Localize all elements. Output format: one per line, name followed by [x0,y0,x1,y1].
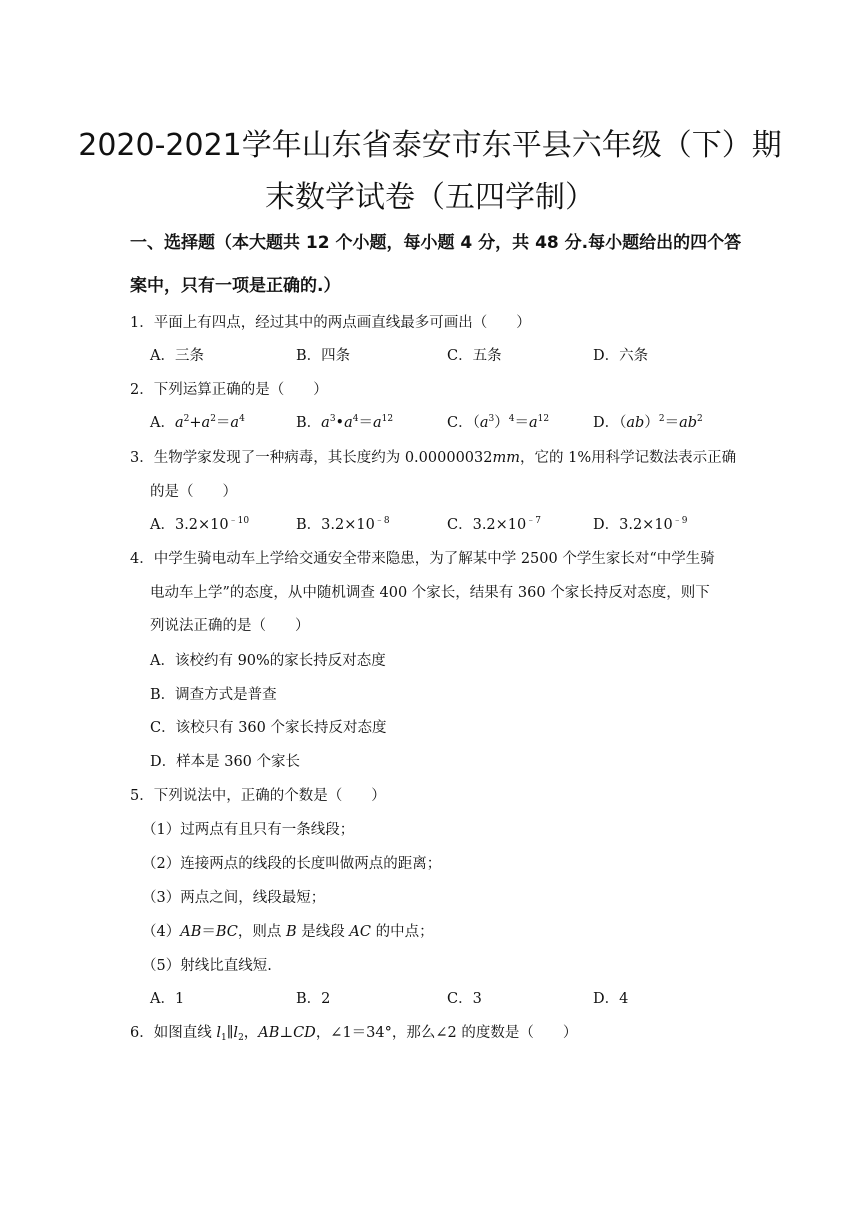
question-3-stem-line1: 3．生物学家发现了一种病毒，其长度约为 0.00000032mm，它的 1%用科学记数法表示正确 [130,450,737,466]
q5-option-d: D．4 [593,991,629,1007]
q3-option-c: C．$3.2\times 10^{﹣7}$ [447,516,541,533]
q5-statement-4: （4）AB＝BC，则点 B 是线段 AC 的中点； [142,924,434,940]
q3-option-b: B．$3.2\times 10^{﹣8}$ [296,516,390,533]
question-6-stem: 6．如图直线 $l_1\parallel l_2$，AB⊥CD，∠1＝34°，那么∠2 的度数是（ ） [130,1025,578,1043]
q5-statement-1: （1）过两点有且只有一条线段； [142,822,355,838]
q5-option-c: C．3 [447,991,482,1007]
q1-option-d: D．六条 [593,348,649,364]
q4-option-a: A．该校约有 90%的家长持反对态度 [150,653,386,669]
q4-option-d: D．样本是 360 个家长 [150,754,301,770]
q3-option-a: A．$3.2\times 10^{﹣10}$ [150,516,250,533]
question-3-stem-line2: 的是（ ） [150,484,237,500]
question-1-stem: 1．平面上有四点，经过其中的两点画直线最多可画出（ ） [130,315,531,331]
question-2-stem: 2．下列运算正确的是（ ） [130,382,328,398]
q4-option-c: C．该校只有 360 个家长持反对态度 [150,720,387,736]
q2-option-c: C．$(a^3)^4=a^{12}$ [447,414,550,431]
question-4-stem-line2: 电动车上学”的态度，从中随机调查 400 个家长，结果有 360 个家长持反对态度，则下 [150,585,710,601]
question-5-stem: 5．下列说法中，正确的个数是（ ） [130,788,386,804]
q5-option-a: A．1 [150,991,185,1007]
q3-option-d: D．$3.2\times 10^{﹣9}$ [593,516,688,533]
q1-option-b: B．四条 [296,348,351,364]
q4-option-b: B．调查方式是普查 [150,687,277,703]
section-heading-line1: 一、选择题（本大题共 12 个小题，每小题 4 分，共 48 分.每小题给出的四个答 [130,233,742,253]
q5-option-b: B．2 [296,991,331,1007]
q2-option-b: B．$a^3•a^4=a^{12}$ [296,414,394,431]
exam-title-line2: 末数学试卷（五四学制） [265,180,595,215]
section-heading-line2: 案中，只有一项是正确的.） [130,276,341,296]
q1-option-c: C．五条 [447,348,502,364]
q2-option-a: A．$a^2+a^2=a^4$ [150,414,245,431]
question-4-stem-line3: 列说法正确的是（ ） [150,618,310,634]
q2-option-d: D．$(ab)^2=ab^2$ [593,414,703,431]
question-4-stem-line1: 4．中学生骑电动车上学给交通安全带来隐患，为了解某中学 2500 个学生家长对“中学生骑 [130,551,715,567]
q1-option-a: A．三条 [150,348,204,364]
q5-statement-3: （3）两点之间，线段最短； [142,890,326,906]
q5-statement-2: （2）连接两点的线段的长度叫做两点的距离； [142,856,442,872]
exam-title-line1: 2020-2021学年山东省泰安市东平县六年级（下）期 [78,128,782,163]
q5-statement-5: （5）射线比直线短. [142,958,272,974]
